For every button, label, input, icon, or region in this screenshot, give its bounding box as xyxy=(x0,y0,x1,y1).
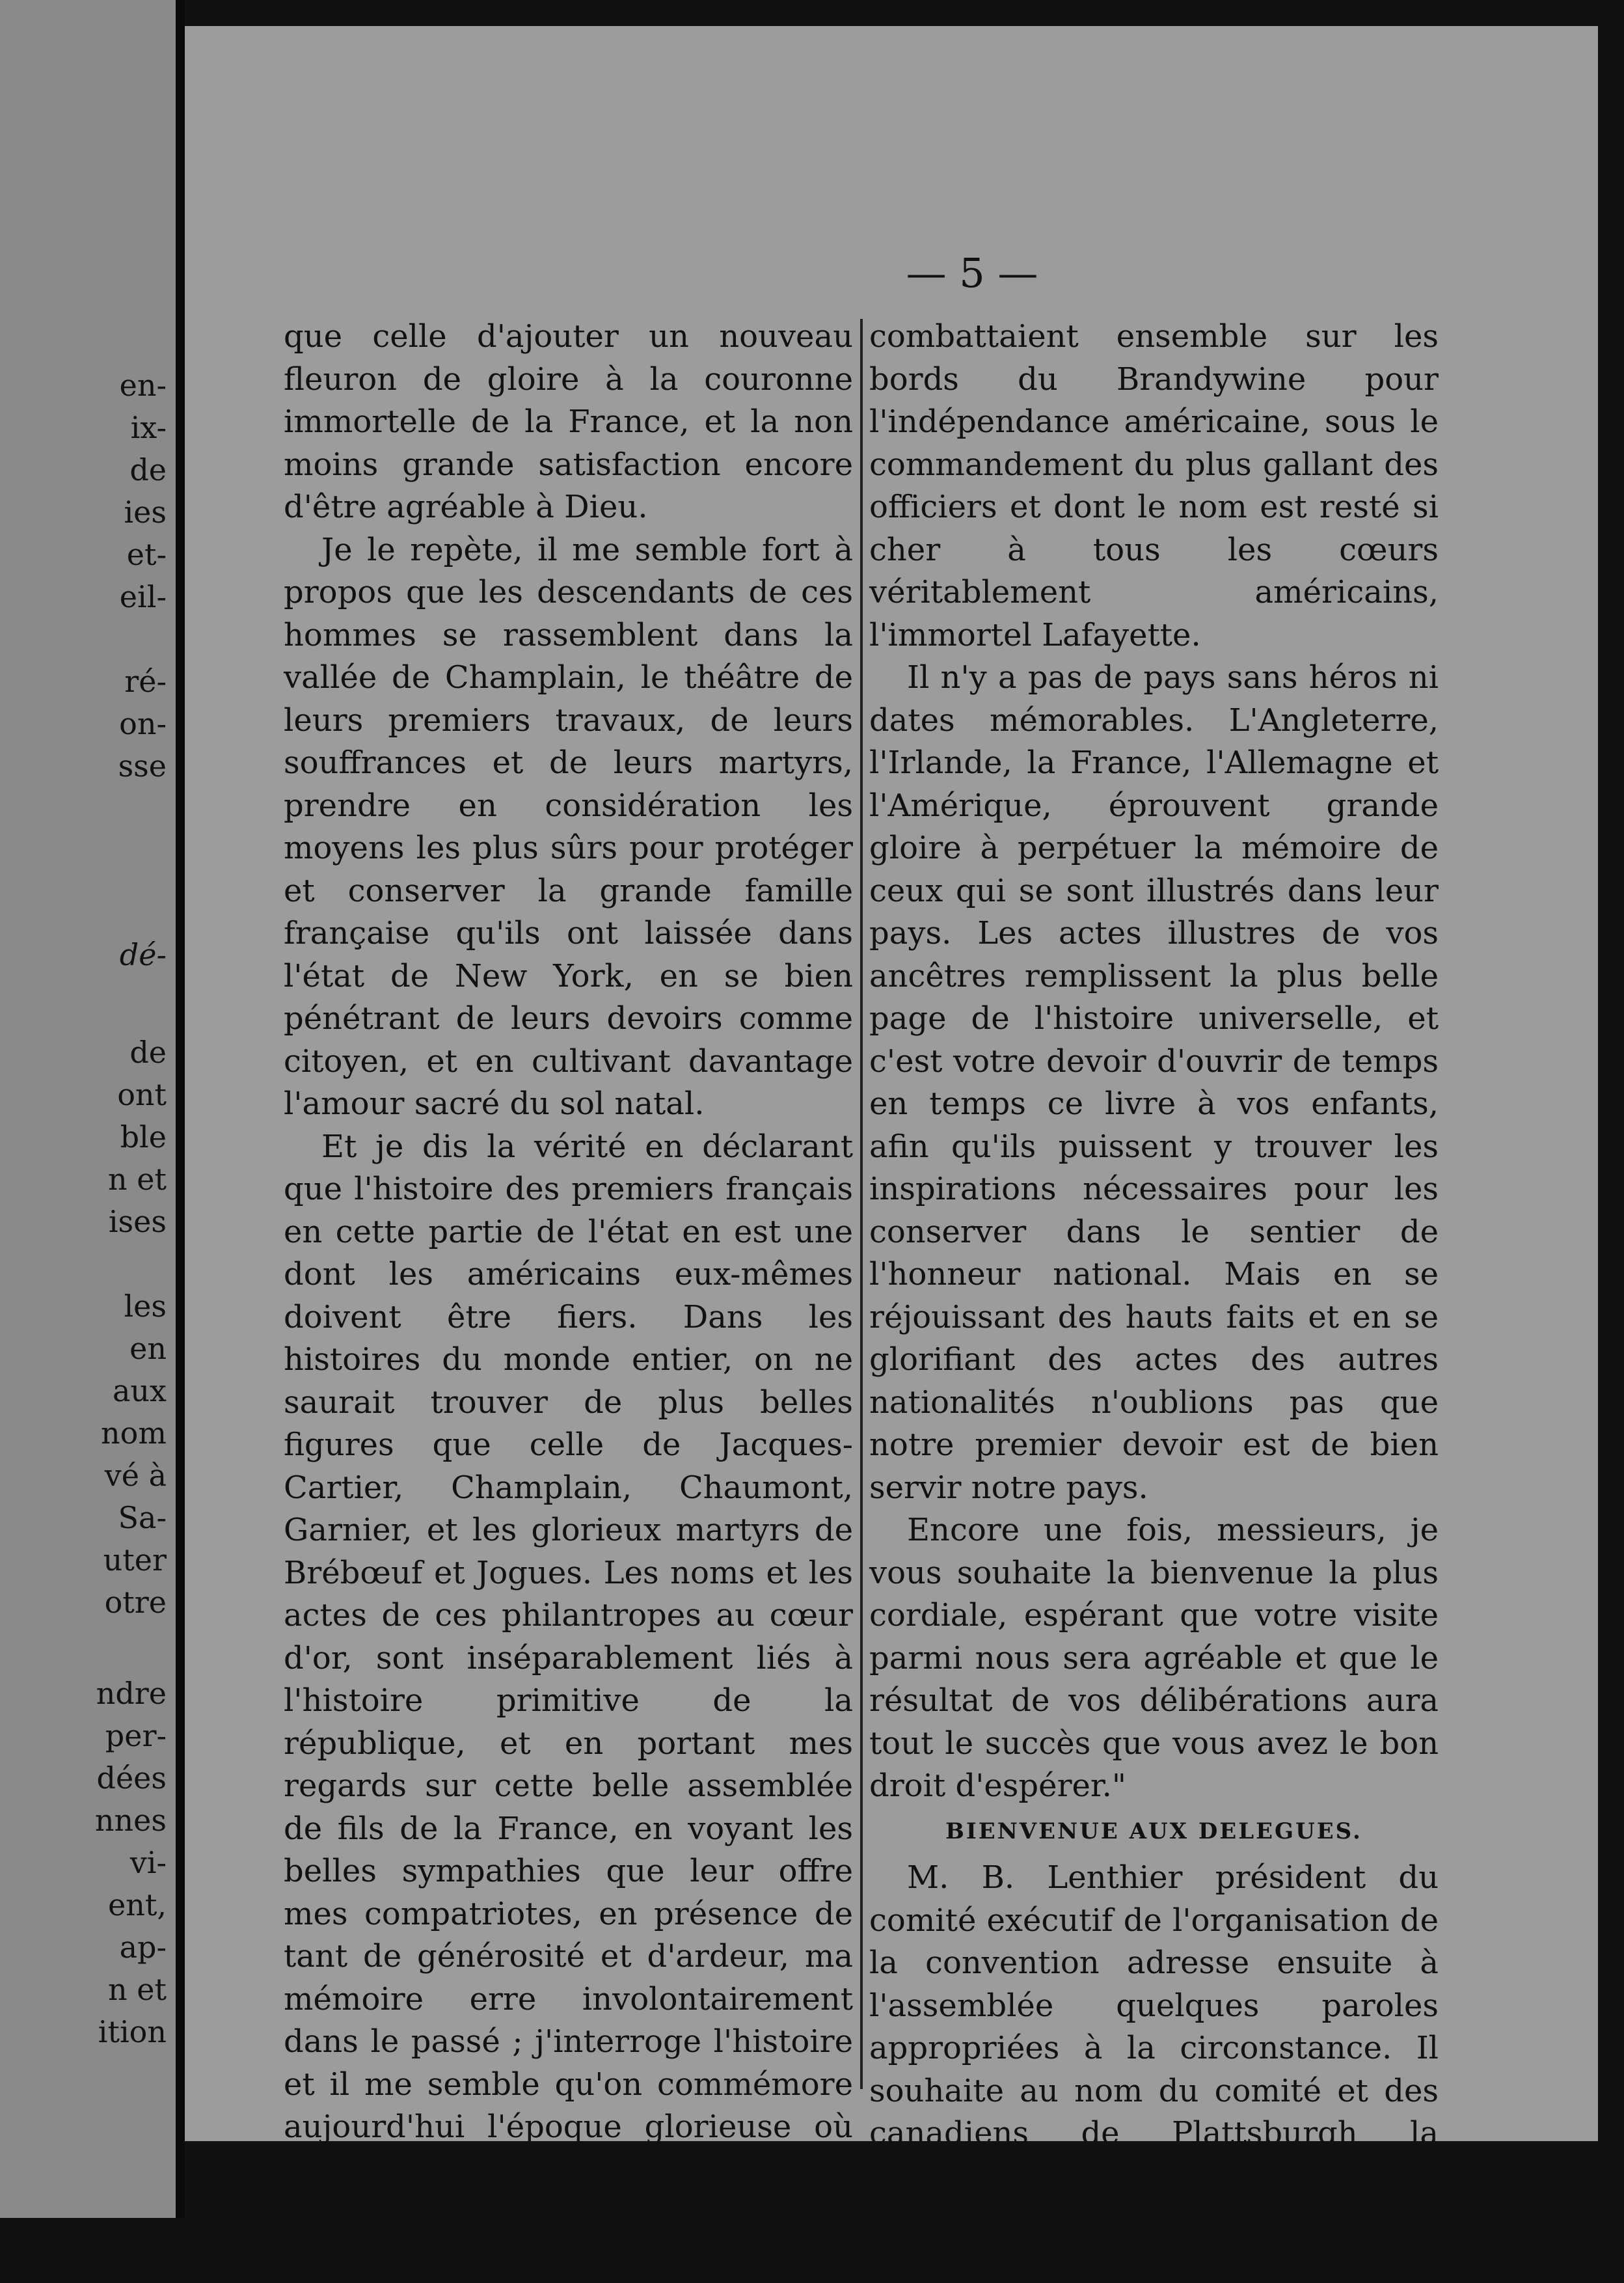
paragraph: Et je dis la vérité en déclarant que l'histoire des premiers français en cette partie de l'état en est une dont les américains eux-mêmes doivent être fiers. Dans les histoires du monde entier, on ne saurait trouver de plus belles figures que celle de Jacques-Cartier, Champlain, Chaumont, Garnier, et les glorieux martyrs de Brébœuf et Jogues. Les noms et les actes de ces philantropes au cœur d'or, sont inséparablement liés à l'histoire primitive de la république, et en portant mes regards sur cette belle assemblée de fils de la France, en voyant les belles sympathies que leur offre mes compatriotes, en présence de tant de générosité et d'ardeur, ma mémoire erre involontairement dans le passé ; j'interroge l'histoire et il me semble qu'on commémore aujourd'hui l'époque glorieuse où les américains, les irlandais et les français xyxy=(284,1128,853,2230)
fragment: eil- xyxy=(119,579,167,614)
fragment: ition xyxy=(98,2014,167,2049)
fragment: ré- xyxy=(124,664,167,699)
paragraph: Encore une fois, messieurs, je vous souhaite la bienvenue la plus cordiale, espérant que votre visite parmi nous sera agréable et que le résultat de vos délibérations aura tout le succès que vous avez le bon droit d'espérer." xyxy=(869,1512,1439,1804)
fragment: en- xyxy=(119,368,167,403)
page-gutter xyxy=(176,0,185,2218)
fragment: per- xyxy=(105,1718,167,1753)
paragraph: Il n'y a pas de pays sans héros ni dates mémorables. L'Angleterre, l'Irlande, la France, l'Allemagne et l'Amérique, éprouvent grande gloire à perpétuer la mémoire de ceux qui se sont illustrés dans leur pays. Les actes illustres de vos ancêtres remplissent la plus belle page de l'histoire universelle, et c'est votre devoir d'ouvrir de temps en temps ce livre à vos enfants, afin qu'ils puissent y trouver les inspirations nécessaires pour les conserver dans le sentier de l'honneur national. Mais en se réjouissant des hauts faits et en se glorifiant des actes des autres nationalités n'oublions pas que notre premier devoir est de bien servir notre pays. xyxy=(869,659,1439,1506)
fragment: ies xyxy=(124,495,167,530)
fragment: de xyxy=(129,452,167,487)
fragment: aux xyxy=(113,1373,167,1408)
fragment: on- xyxy=(119,706,167,741)
fragment: dées xyxy=(96,1760,167,1796)
fragment: ble xyxy=(120,1119,167,1155)
fragment: les xyxy=(124,1289,167,1324)
page-number: — 5 — xyxy=(906,249,1038,297)
fragment: otre xyxy=(104,1585,167,1620)
fragment: vi- xyxy=(129,1845,167,1880)
paragraph: M. B. Lenthier président du comité exécutif de l'organisation de la convention adresse ensuite à l'assemblée quelques paroles appropriées à la circonstance. Il souhaite au nom du comité et des canadiens de Plattsburgh la bienvenue aux délégués et les remercie du patriotisme dont ils ont xyxy=(869,1859,1439,2280)
fragment: vé à xyxy=(104,1458,167,1493)
adjacent-page-edge xyxy=(0,0,176,2218)
page xyxy=(185,26,1598,2280)
left-column xyxy=(284,316,853,2230)
column-divider xyxy=(860,319,863,2089)
fragment: en xyxy=(129,1331,167,1366)
section-heading: BIENVENUE AUX DELEGUES. xyxy=(945,1818,1362,1844)
fragment: nom xyxy=(101,1415,167,1451)
right-column xyxy=(869,316,1439,2280)
fragment: ises xyxy=(108,1204,167,1239)
fragment: nnes xyxy=(94,1803,167,1838)
fragment: n et xyxy=(108,1162,167,1197)
paragraph: combattaient ensemble sur les bords du Brandywine pour l'indépendance américaine, sous le commandement du plus gallant des officiers et dont le nom est resté si cher à tous les cœurs véritablement américains, l'immortel Lafayette. xyxy=(869,318,1439,653)
fragment: ent, xyxy=(108,1887,167,1922)
fragment: sse xyxy=(118,748,167,784)
fragment: uter xyxy=(103,1542,167,1578)
fragment: dé- xyxy=(119,937,167,972)
paragraph: que celle d'ajouter un nouveau fleuron de gloire à la couronne immortelle de la France, et la non moins grande satisfaction encore d'être agréable à Dieu. xyxy=(284,318,853,525)
fragment: ont xyxy=(117,1077,167,1112)
fragment: n et xyxy=(108,1972,167,2007)
fragment: ndre xyxy=(96,1676,167,1711)
paragraph: Je le repète, il me semble fort à propos que les descendants de ces hommes se rassemblent dans la vallée de Champlain, le théâtre de leurs premiers travaux, de leurs souffrances et de leurs martyrs, prendre en considération les moyens les plus sûrs pour protéger et conserver la grande famille française qu'ils ont laissée dans l'état de New York, en se bien pénétrant de leurs devoirs comme citoyen, et en cultivant davantage l'amour sacré du sol natal. xyxy=(284,531,853,1122)
fragment: Sa- xyxy=(118,1500,167,1535)
fragment: de xyxy=(129,1035,167,1070)
fragment: et- xyxy=(126,537,167,572)
fragment: ix- xyxy=(130,410,167,445)
fragment: ap- xyxy=(119,1930,167,1965)
